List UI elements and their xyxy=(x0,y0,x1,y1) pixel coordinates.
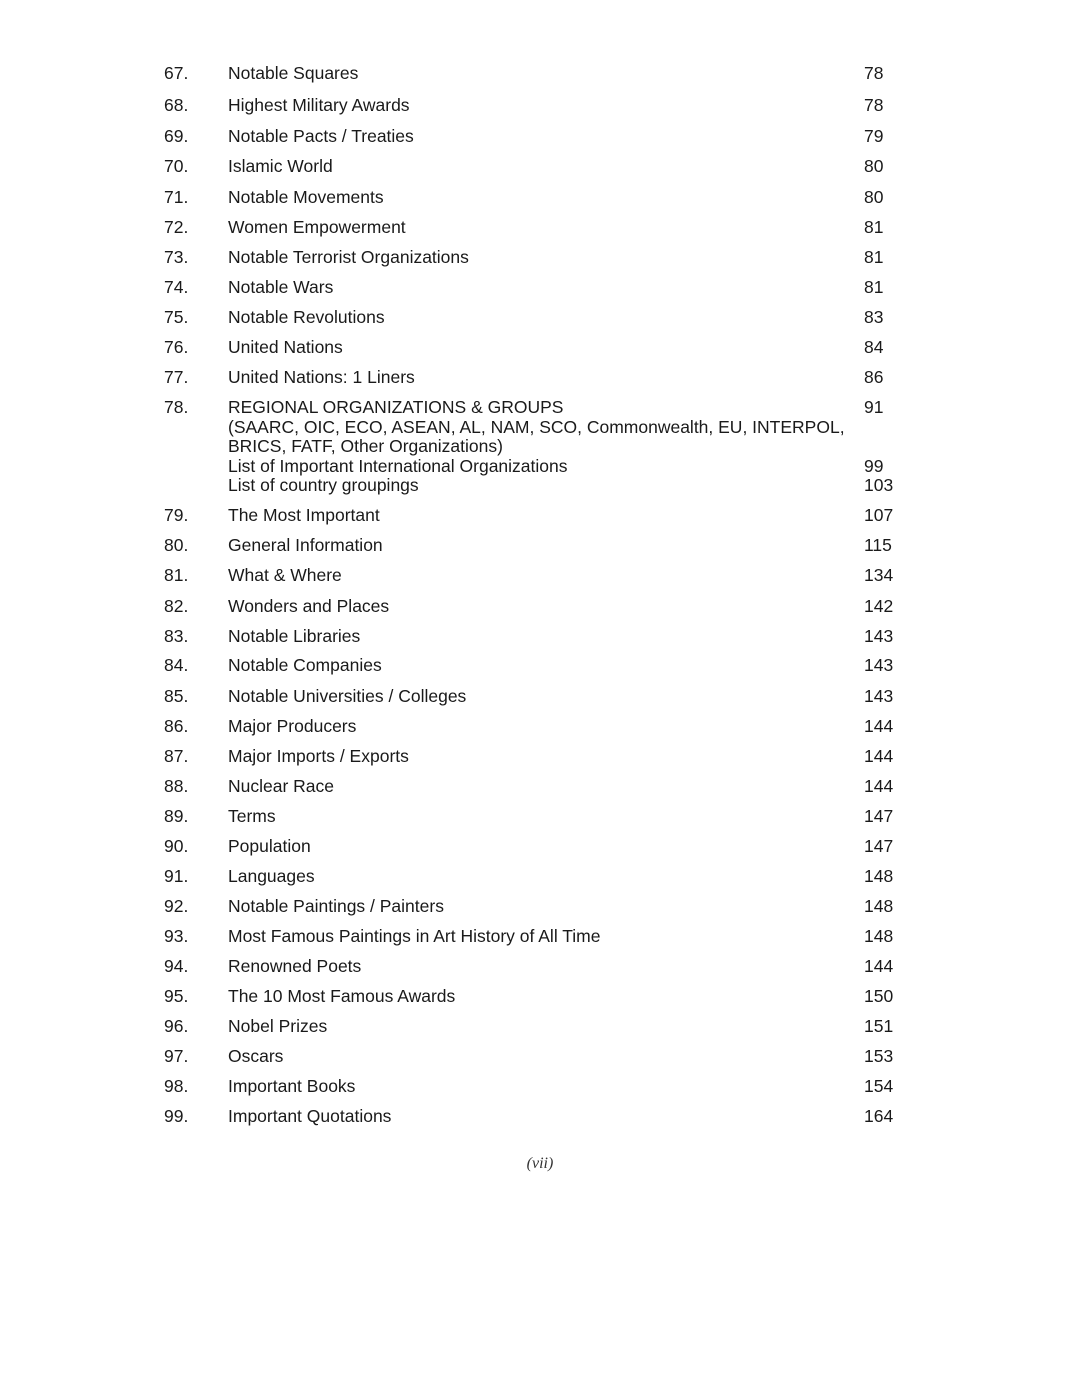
entry-page: 148 xyxy=(864,926,894,946)
entry-detail-line: BRICS, FATF, Other Organizations) xyxy=(228,436,503,456)
entry-number: 78. xyxy=(164,397,189,417)
entry-title: United Nations xyxy=(228,337,343,357)
entry-page: 91 xyxy=(864,397,884,417)
entry-page: 144 xyxy=(864,776,894,796)
entry-page: 143 xyxy=(864,626,894,646)
entry-title: Renowned Poets xyxy=(228,956,362,976)
entry-number: 81. xyxy=(164,565,189,585)
entry-number: 95. xyxy=(164,986,189,1006)
entry-title: Notable Pacts / Treaties xyxy=(228,126,414,146)
entry-page: 144 xyxy=(864,716,894,736)
entry-page: 150 xyxy=(864,986,894,1006)
entry-number: 82. xyxy=(164,596,189,616)
entry-title: Languages xyxy=(228,866,315,886)
entry-page: 84 xyxy=(864,337,884,357)
entry-number: 96. xyxy=(164,1016,189,1036)
entry-page: 144 xyxy=(864,746,894,766)
entry-title: Islamic World xyxy=(228,156,333,176)
entry-page: 153 xyxy=(864,1046,894,1066)
entry-number: 86. xyxy=(164,716,189,736)
entry-page: 78 xyxy=(864,63,884,83)
entry-title: Notable Movements xyxy=(228,187,384,207)
entry-page: 81 xyxy=(864,247,884,267)
entry-title: Notable Revolutions xyxy=(228,307,385,327)
entry-page: 147 xyxy=(864,836,894,856)
entry-number: 90. xyxy=(164,836,189,856)
entry-number: 85. xyxy=(164,686,189,706)
entry-number: 76. xyxy=(164,337,189,357)
entry-title: Notable Universities / Colleges xyxy=(228,686,467,706)
entry-page: 79 xyxy=(864,126,884,146)
entry-title: Terms xyxy=(228,806,276,826)
entry-title: General Information xyxy=(228,535,383,555)
entry-detail-line: (SAARC, OIC, ECO, ASEAN, AL, NAM, SCO, Commonwealth, EU, INTERPOL, xyxy=(228,416,845,437)
entry-page: 81 xyxy=(864,277,884,297)
entry-page: 143 xyxy=(864,655,894,675)
entry-number: 77. xyxy=(164,367,189,387)
entry-page: 144 xyxy=(864,956,894,976)
entry-page: 147 xyxy=(864,806,894,826)
entry-page: 143 xyxy=(864,686,894,706)
entry-title: Notable Paintings / Painters xyxy=(228,896,444,916)
entry-number: 99. xyxy=(164,1106,189,1126)
entry-page: 154 xyxy=(864,1076,894,1096)
entry-title: Most Famous Paintings in Art History of All Time xyxy=(228,926,601,946)
entry-number: 75. xyxy=(164,307,189,327)
entry-title: Oscars xyxy=(228,1046,284,1066)
subentry-title: List of Important International Organizations xyxy=(228,455,568,476)
entry-title: Major Imports / Exports xyxy=(228,746,409,766)
entry-number: 84. xyxy=(164,655,189,675)
entry-page: 142 xyxy=(864,596,894,616)
entry-number: 80. xyxy=(164,535,189,555)
entry-number: 74. xyxy=(164,277,189,297)
entry-number: 89. xyxy=(164,806,189,826)
entry-title: Nuclear Race xyxy=(228,776,335,796)
entry-title: Notable Libraries xyxy=(228,626,361,646)
entry-number: 97. xyxy=(164,1046,189,1066)
entry-page: 80 xyxy=(864,156,884,176)
entry-title: The 10 Most Famous Awards xyxy=(228,986,456,1006)
entry-page: 148 xyxy=(864,896,894,916)
entry-page: 83 xyxy=(864,307,884,327)
subentry-page: 103 xyxy=(864,475,894,495)
entry-number: 73. xyxy=(164,247,189,267)
entry-number: 87. xyxy=(164,746,189,766)
page-number-footer: (vii) xyxy=(526,1155,554,1172)
entry-page: 107 xyxy=(864,505,894,525)
entry-number: 72. xyxy=(164,217,189,237)
entry-title: Women Empowerment xyxy=(228,217,406,237)
entry-title: Important Quotations xyxy=(228,1106,392,1126)
entry-title: Important Books xyxy=(228,1076,356,1096)
entry-number: 98. xyxy=(164,1076,189,1096)
entry-page: 151 xyxy=(864,1016,894,1036)
entry-page: 78 xyxy=(864,95,884,115)
entry-number: 79. xyxy=(164,505,189,525)
entry-page: 134 xyxy=(864,565,894,585)
entry-title: Notable Wars xyxy=(228,277,334,297)
entry-page: 164 xyxy=(864,1106,894,1126)
entry-title: Wonders and Places xyxy=(228,596,390,616)
entry-number: 94. xyxy=(164,956,189,976)
entry-title: Notable Squares xyxy=(228,63,359,83)
entry-number: 67. xyxy=(164,63,189,83)
entry-number: 69. xyxy=(164,126,189,146)
entry-number: 93. xyxy=(164,926,189,946)
entry-title: Notable Companies xyxy=(228,655,382,675)
entry-title: Nobel Prizes xyxy=(228,1016,328,1036)
entry-title: What & Where xyxy=(228,565,342,585)
subentry-title: List of country groupings xyxy=(228,475,419,495)
entry-title: REGIONAL ORGANIZATIONS & GROUPS xyxy=(228,397,564,417)
entry-page: 86 xyxy=(864,367,884,387)
entry-number: 92. xyxy=(164,896,189,916)
entry-number: 88. xyxy=(164,776,189,796)
subentry-page: 99 xyxy=(864,455,884,476)
entry-number: 83. xyxy=(164,626,189,646)
entry-number: 91. xyxy=(164,866,189,886)
entry-title: The Most Important xyxy=(228,505,380,525)
entry-page: 80 xyxy=(864,187,884,207)
entry-number: 68. xyxy=(164,95,189,115)
entry-title: Major Producers xyxy=(228,716,357,736)
entry-page: 115 xyxy=(864,535,892,555)
entry-title: Population xyxy=(228,836,311,856)
entry-page: 81 xyxy=(864,217,884,237)
entry-title: Highest Military Awards xyxy=(228,95,410,115)
entry-page: 148 xyxy=(864,866,894,886)
entry-title: Notable Terrorist Organizations xyxy=(228,247,469,267)
entry-number: 71. xyxy=(164,187,189,207)
entry-number: 70. xyxy=(164,156,189,176)
entry-title: United Nations: 1 Liners xyxy=(228,367,415,387)
